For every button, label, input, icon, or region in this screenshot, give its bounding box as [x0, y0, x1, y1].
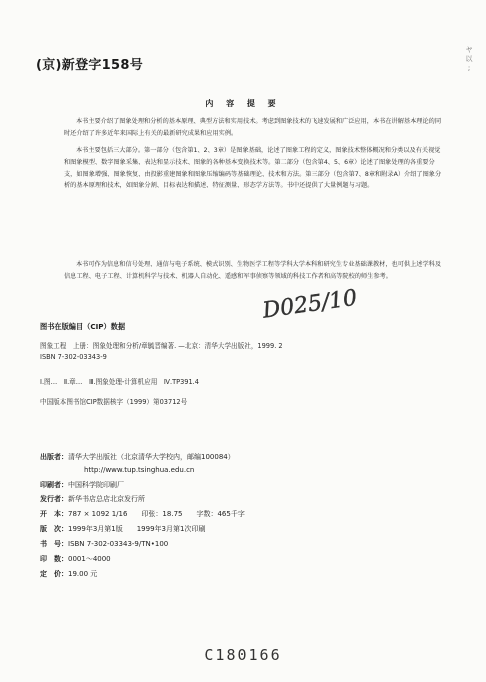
edition-value: 1999年3月第1版 1999年3月第1次印刷: [68, 525, 206, 533]
format-row: [40, 509, 245, 519]
intro-paragraph-2: 本书主要包括三大部分。第一部分（包含第1、2、3章）是图象基础，论述了图象工程的定义，图象技术整体概况和分类以及有关视觉和图象模型、数字图象采集、表达和显示技术、图象的各种基本变换技术等。第二部分（包含第4、5、6章）论述了图象处理的各重要分支，如图象增强、图象恢复、由投影重建图象和图象压缩编码等基础理论、技术和方法。第三部分（包含第7、8章和附录A）介绍了图象分析的基本原理和技术，如图象分割、目标表达和描述、特征测量、形态学方法等。书中还提供了大量例题与习题。: [64, 147, 442, 190]
isbn-value: ISBN 7-302-03343-9/TN•100: [68, 540, 169, 548]
price-value: 19.00 元: [68, 570, 98, 578]
publisher-row: [40, 452, 235, 462]
intro-paragraph-1: 本书主要介绍了图象处理和分析的基本原理、典型方法和实用技术。考虑到图象技术的飞速发展和广泛应用，本书在讲解基本理论的同时还介绍了许多近年来国际上有关的最新研究成果和应用实例。: [64, 118, 442, 137]
printer-row: [40, 480, 124, 490]
publisher-label: 出版者：: [40, 453, 68, 461]
handwritten-annotation-text: D025/10: [261, 285, 359, 324]
print-run-label: 印 数：: [40, 555, 68, 563]
intro-title: 内 容 提 要: [205, 99, 281, 108]
printer-value: 中国科学院印刷厂: [68, 481, 124, 489]
cip-title: 图书在版编目（CIP）数据: [40, 322, 126, 331]
intro-paragraph-3: 本书可作为信息和信号处理、通信与电子系统、模式识别、生物医学工程等学科大学本科和研究生专业基础课教材，也可供上述学科及信息工程、电子工程、计算机科学与技术、机器人自动化、遥感和军事侦察等领域的科技工作者和高等院校的师生参考。: [64, 261, 442, 280]
license-number: (京)新登字158号: [36, 58, 144, 73]
cip-line-2: ISBN 7-302-03343-9: [40, 353, 107, 361]
publisher-value: 清华大学出版社（北京清华大学校内，邮编100084）: [68, 453, 235, 461]
distributor-row: [40, 494, 145, 504]
cip-line-4: 中国版本图书馆CIP数据核字（1999）第03712号: [40, 398, 188, 406]
website-value: http://www.tup.tsinghua.edu.cn: [84, 466, 195, 474]
format-value: 787 × 1092 1/16 印张：18.75 字数：465千字: [68, 510, 245, 518]
website-row: [84, 466, 194, 474]
format-label: 开 本：: [40, 510, 68, 518]
cip-line-1: 图象工程 上册：图象处理和分析/章毓晋编著. —北京：清华大学出版社，1999. 2: [40, 342, 283, 350]
handwritten-annotation: [258, 278, 378, 324]
distributor-value: 新华书店总店北京发行所: [68, 495, 145, 503]
edition-row: [40, 524, 205, 534]
edition-label: 版 次：: [40, 525, 68, 533]
price-row: [40, 569, 97, 579]
print-run-row: [40, 554, 111, 564]
distributor-label: 发行者：: [40, 495, 68, 503]
isbn-label: 书 号：: [40, 540, 68, 548]
cip-line-3: Ⅰ.图… Ⅱ.章… Ⅲ.图象处理-计算机应用 Ⅳ.TP391.4: [40, 378, 199, 386]
serial-stamp: C180166: [204, 646, 282, 664]
printer-label: 印刷者：: [40, 481, 68, 489]
price-label: 定 价：: [40, 570, 68, 578]
print-run-value: 0001～4000: [68, 555, 111, 563]
margin-mark: [462, 46, 476, 73]
margin-mark-text: ヤ 以 ;: [465, 46, 473, 72]
isbn-row: [40, 539, 168, 549]
